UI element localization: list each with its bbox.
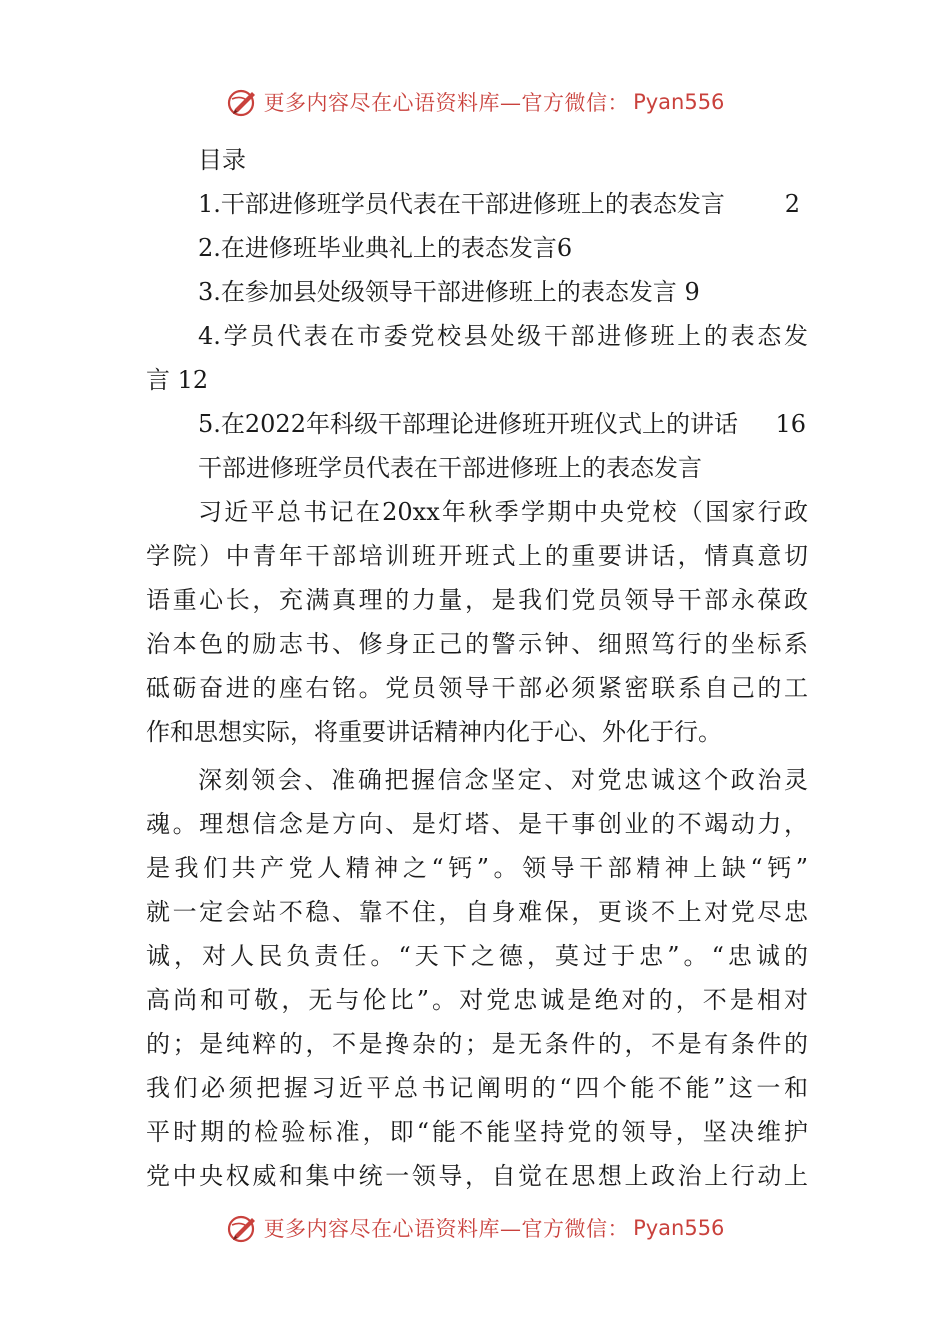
- paragraph-line: 学院）中青年干部培训班开班式上的重要讲话，情真意切: [146, 542, 808, 570]
- paragraph-line: 砥砺奋进的座右铭。党员领导干部必须紧密联系自己的工: [146, 674, 808, 702]
- paragraph-line: 魂。理想信念是方向、是灯塔、是干事创业的不竭动力，: [146, 810, 808, 838]
- paragraph-line: 我们必须把握习近平总书记阐明的“四个能不能”这一和: [146, 1074, 808, 1102]
- paragraph-line: 习近平总书记在20xx年秋季学期中央党校（国家行政: [198, 498, 808, 526]
- watermark-wechat-id: Pyan556: [633, 90, 725, 114]
- paragraph-line: 就一定会站不稳、靠不住，自身难保，更谈不上对党尽忠: [146, 898, 808, 926]
- paragraph-line: 语重心长，充满真理的力量，是我们党员领导干部永葆政: [146, 586, 808, 614]
- toc-item[interactable]: 2.在进修班毕业典礼上的表态发言6: [198, 234, 573, 262]
- toc-item-page: 2: [784, 190, 800, 218]
- paragraph-line: 高尚和可敬，无与伦比”。对党忠诚是绝对的，不是相对: [146, 986, 808, 1014]
- pen-logo-icon: [226, 85, 260, 119]
- footer-watermark: [0, 1208, 950, 1248]
- toc-item[interactable]: [198, 404, 808, 444]
- header-watermark: [0, 82, 950, 122]
- watermark-text: 更多内容尽在心语资料库—官方微信：: [263, 91, 630, 115]
- watermark-wechat-id: Pyan556: [633, 1216, 725, 1240]
- toc-item-continuation[interactable]: 言 12: [146, 366, 209, 394]
- toc-title: 目录: [198, 146, 246, 174]
- toc-item-label: 1.干部进修班学员代表在干部进修班上的表态发言: [198, 190, 725, 218]
- toc-item-label: 5.在2022年科级干部理论进修班开班仪式上的讲话: [198, 410, 738, 438]
- paragraph-line: 的；是纯粹的，不是搀杂的；是无条件的，不是有条件的: [146, 1030, 808, 1058]
- toc-item-page: 16: [775, 410, 806, 438]
- watermark-text: 更多内容尽在心语资料库—官方微信：: [263, 1217, 630, 1241]
- toc-item[interactable]: 3.在参加县处级领导干部进修班上的表态发言 9: [198, 278, 700, 306]
- paragraph-line: 深刻领会、准确把握信念坚定、对党忠诚这个政治灵: [198, 766, 808, 794]
- paragraph-line: 治本色的励志书、修身正己的警示钟、细照笃行的坐标系: [146, 630, 808, 658]
- paragraph-line: 党中央权威和集中统一领导，自觉在思想上政治上行动上: [146, 1162, 808, 1190]
- paragraph-line: 作和思想实际，将重要讲话精神内化于心、外化于行。: [146, 718, 722, 746]
- toc-item[interactable]: [198, 184, 808, 224]
- paragraph-line: 是我们共产党人精神之“钙”。领导干部精神上缺“钙”: [146, 854, 808, 882]
- paragraph-line: 诚，对人民负责任。“天下之德，莫过于忠”。“忠诚的: [146, 942, 808, 970]
- pen-logo-icon: [226, 1211, 260, 1245]
- paragraph-line: 平时期的检验标准，即“能不能坚持党的领导，坚决维护: [146, 1118, 808, 1146]
- toc-item[interactable]: 4.学员代表在市委党校县处级干部进修班上的表态发: [198, 322, 808, 350]
- article-title: 干部进修班学员代表在干部进修班上的表态发言: [198, 454, 702, 482]
